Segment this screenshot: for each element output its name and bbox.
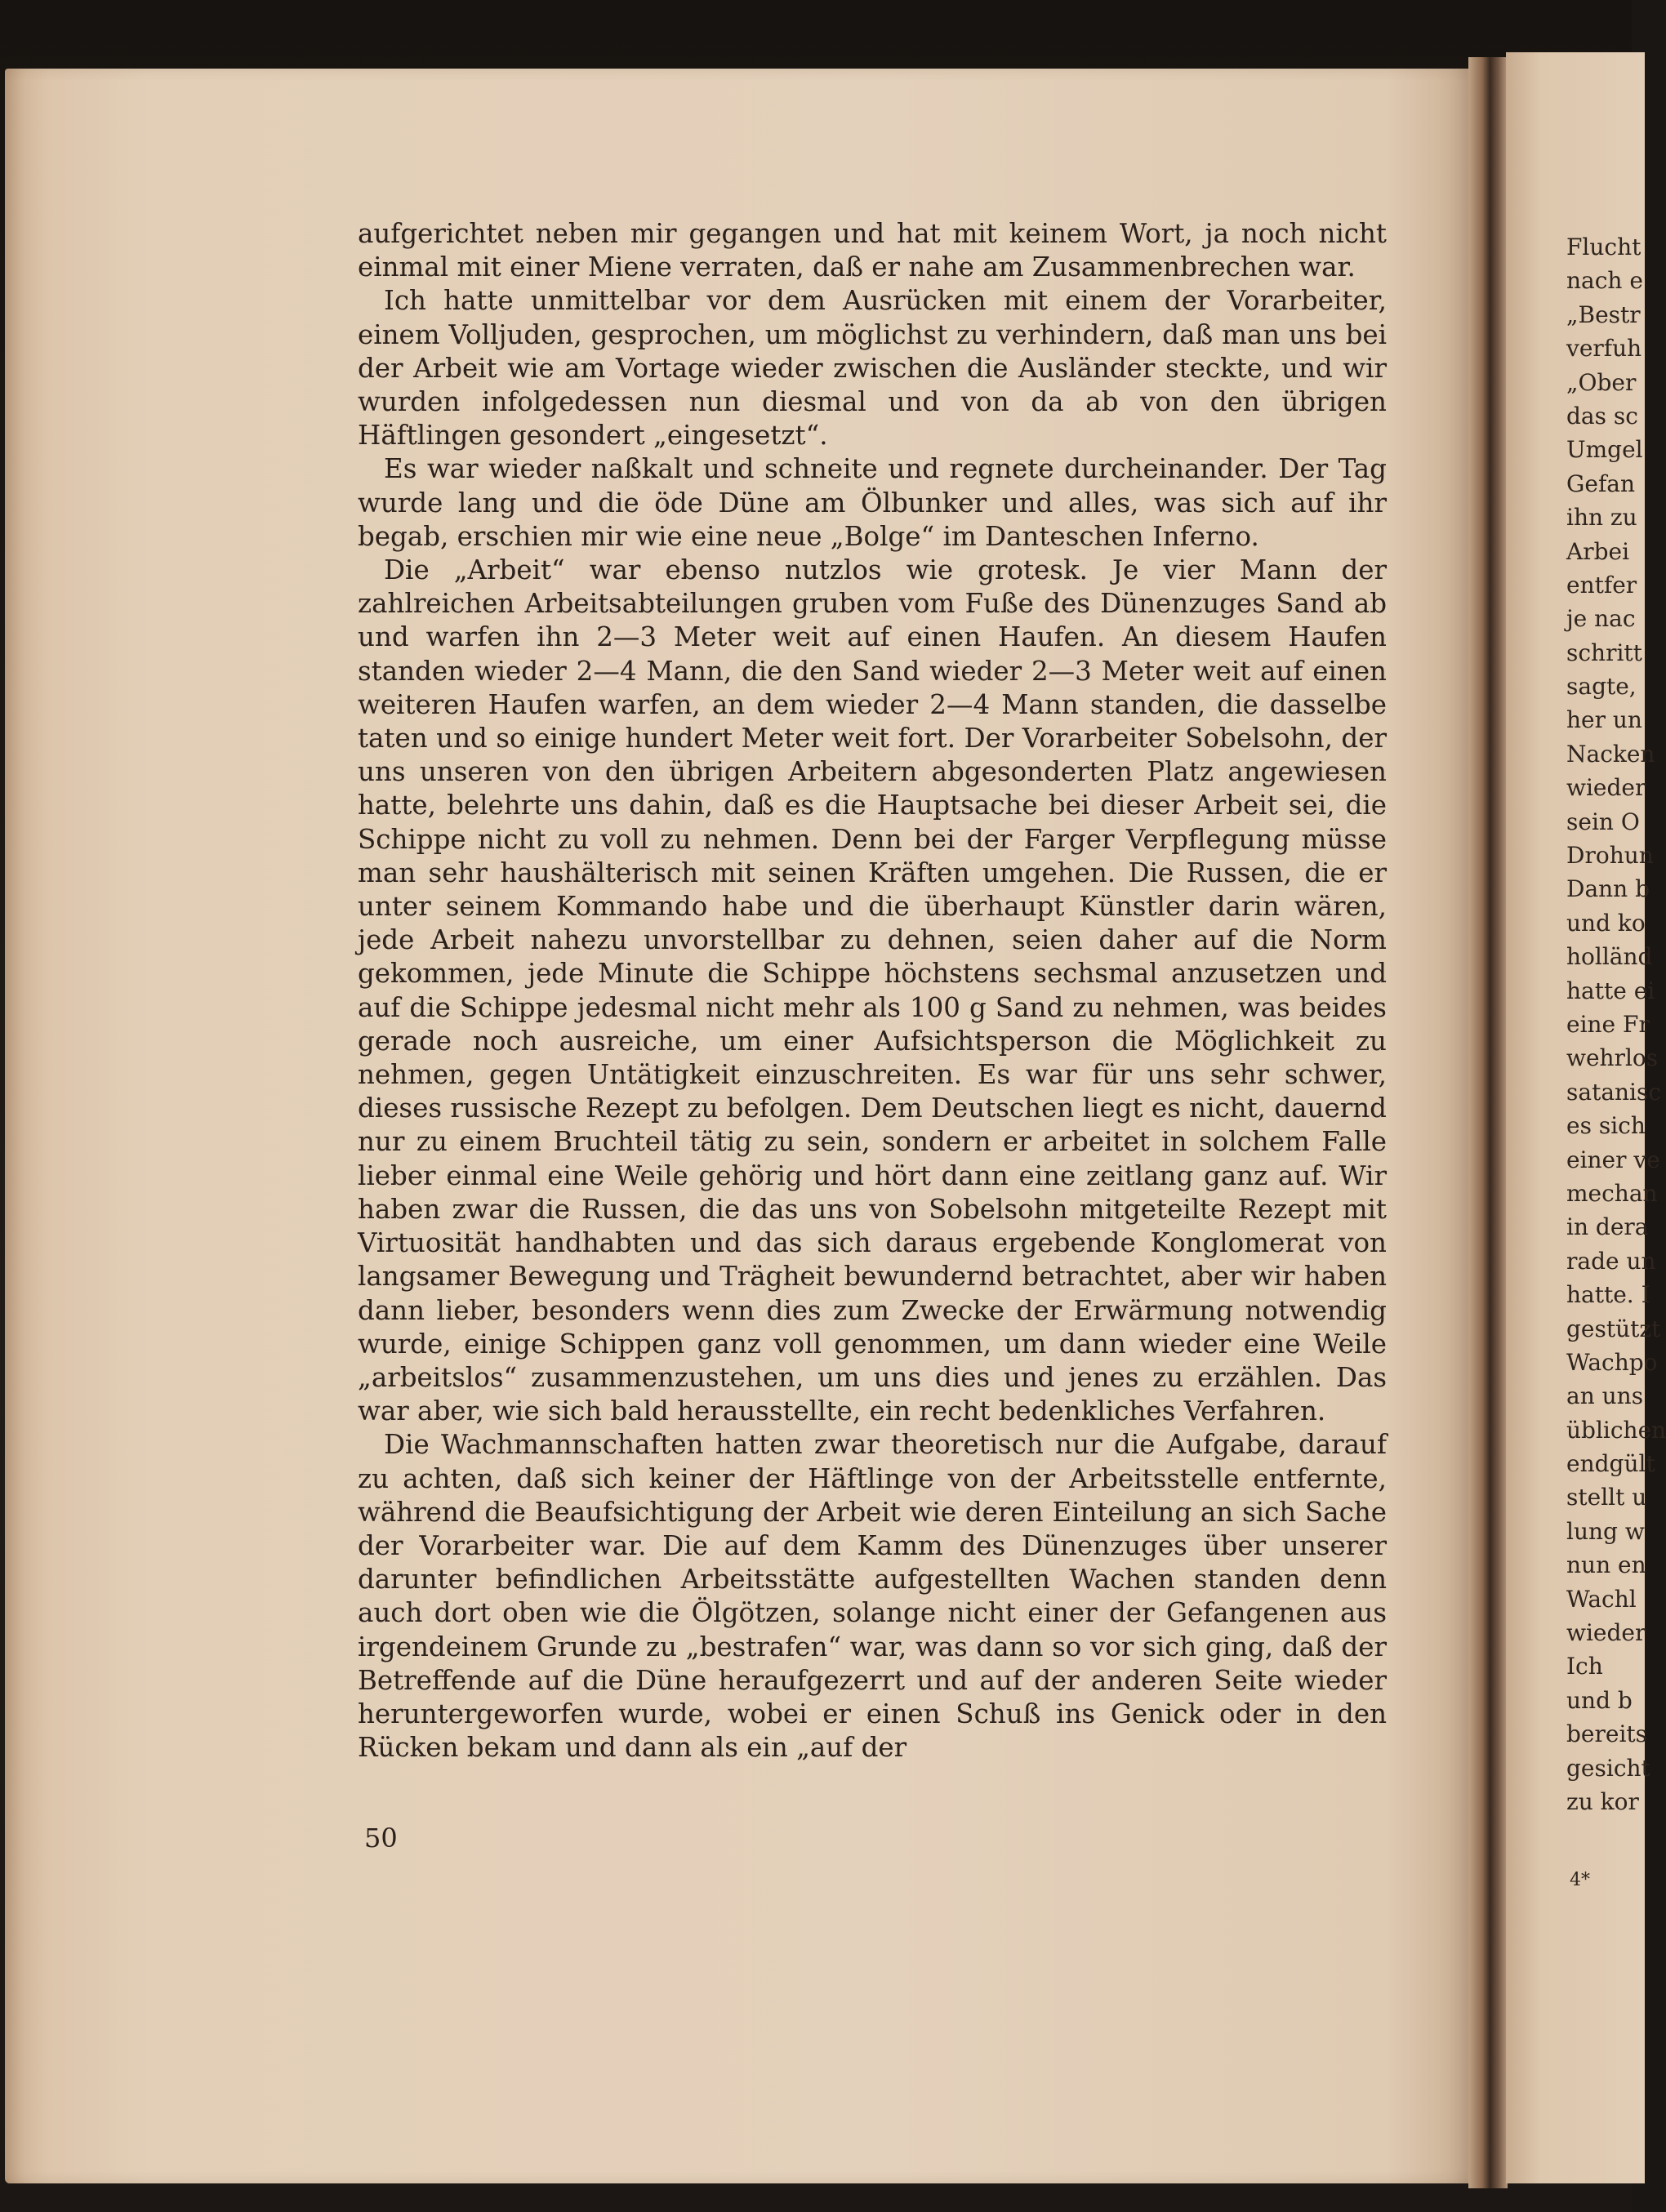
- line-fragment: satanisc: [1566, 1078, 1662, 1106]
- line-fragment: schritt: [1566, 639, 1642, 666]
- line-fragment: nun en: [1566, 1551, 1646, 1579]
- page-number: 50: [364, 1823, 398, 1854]
- line-fragment: lung w: [1566, 1517, 1645, 1545]
- line-fragment: je nac: [1566, 605, 1636, 633]
- line-fragment: Nacken: [1566, 740, 1655, 768]
- line-fragment: hatte. I: [1566, 1281, 1650, 1309]
- line-fragment: gestützt: [1566, 1315, 1661, 1342]
- line-fragment: Drohun: [1566, 842, 1654, 870]
- line-fragment: wieder: [1566, 1619, 1646, 1647]
- line-fragment: zu kor: [1566, 1787, 1639, 1815]
- line-fragment: Wachpo: [1566, 1348, 1658, 1376]
- paragraph: Die Wachmannschaften hatten zwar theoretisch nur die Aufgabe, darauf zu achten, daß sich keiner der Häftlinge von der Arbeitsstelle entfernte, während die Beaufsichtigung der Arbeit wie deren Einteilung an sich Sache der Vorarbeiter war. Die auf dem Kamm des Dünenzuges über unserer darunter befindlichen Arbeitsstätte aufgestellten Wachen standen denn auch dort oben wie die Ölgötzen, solange nicht einer der Gefangenen aus irgendeinem Grunde zu „bestrafen“ war, was dann so vor sich ging, daß der Betreffende auf die Düne heraufgezerrt und auf der anderen Seite wieder heruntergeworfen wurde, wobei er einen Schuß ins Genick oder in den Rücken bekam und dann als ein „auf der: [358, 1429, 1387, 1764]
- line-fragment: wieder: [1566, 774, 1646, 802]
- line-fragment: Gefan: [1566, 470, 1636, 497]
- line-fragment: holländ: [1566, 943, 1653, 971]
- paragraph: Die „Arbeit“ war ebenso nutzlos wie grotesk. Je vier Mann der zahlreichen Arbeitsabteilungen gruben vom Fuße des Dünenzuges Sand ab und warfen ihn 2—3 Meter weit auf einen Haufen. An diesem Haufen standen wieder 2—4 Mann, die den Sand wieder 2—3 Meter weit auf einen weiteren Haufen warfen, an dem wieder 2—4 Mann standen, die dasselbe taten und so einige hundert Meter weit fort. Der Vorarbeiter Sobelsohn, der uns unseren von den übrigen Arbeitern abgesonderten Platz angewiesen hatte, belehrte uns dahin, daß es die Hauptsache bei dieser Arbeit sei, die Schippe nicht zu voll zu nehmen. Denn bei der Farger Verpflegung müsse man sehr haushälterisch mit seinen Kräften umgehen. Die Russen, die er unter seinem Kommando habe und die überhaupt Künstler darin wären, jede Arbeit nahezu unvorstellbar zu dehnen, seien daher auf die Norm gekommen, jede Minute die Schippe höchstens sechsmal anzusetzen und auf die Schippe jedesmal nicht mehr als 100 g Sand zu nehmen, was beides gerade noch ausreiche, um einer Aufsichtsperson die Möglichkeit zu nehmen, gegen Untätigkeit einzuschreiten. Es war für uns sehr schwer, dieses russische Rezept zu befolgen. Dem Deutschen liegt es nicht, dauernd nur zu einem Bruchteil tätig zu sein, sondern er arbeitet in solchem Falle lieber einmal eine Weile gehörig und hört dann eine zeitlang ganz auf. Wir haben zwar die Russen, die das uns von Sobelsohn mitgeteilte Rezept mit Virtuosität handhabten und das sich daraus ergebende Konglomerat von langsamer Bewegung und Trägheit bewundernd betrachtet, aber wir haben dann lieber, besonders wenn dies zum Zwecke der Erwärmung notwendig wurde, einige Schippen ganz voll genommen, um dann wieder eine Weile „arbeitslos“ zusammenzustehen, um uns dies und jenes zu erzählen. Das war aber, wie sich bald herausstellte, ein recht bedenkliches Verfahren.: [358, 554, 1387, 1427]
- line-fragment: das sc: [1566, 402, 1638, 429]
- right-page-text-fragments: [1566, 230, 1666, 1818]
- signature-mark: 4*: [1570, 1870, 1590, 1890]
- line-fragment: her un: [1566, 706, 1642, 734]
- line-fragment: endgült: [1566, 1450, 1655, 1478]
- line-fragment: es sich: [1566, 1112, 1646, 1140]
- line-fragment: und b: [1566, 1686, 1633, 1714]
- paragraph: Ich hatte unmittelbar vor dem Ausrücken mit einem der Vorarbeiter, einem Volljuden, gesprochen, um möglichst zu verhindern, daß man uns bei der Arbeit wie am Vortage wieder zwischen die Ausländer steckte, und wir wurden infolgedessen nun diesmal und von da ab von den übrigen Häftlingen gesondert „eingesetzt“.: [358, 285, 1387, 452]
- line-fragment: verfuh: [1566, 335, 1642, 363]
- line-fragment: hatte ei: [1566, 977, 1655, 1004]
- line-fragment: Ich: [1566, 1653, 1603, 1680]
- line-fragment: üblichen: [1566, 1416, 1666, 1444]
- line-fragment: an uns: [1566, 1382, 1644, 1410]
- line-fragment: Flucht: [1566, 234, 1642, 260]
- line-fragment: und ko: [1566, 909, 1646, 937]
- book-gutter: [1468, 57, 1508, 2188]
- line-fragment: sein O: [1566, 808, 1640, 835]
- line-fragment: entfer: [1566, 571, 1637, 599]
- line-fragment: wehrlos: [1566, 1044, 1659, 1072]
- line-fragment: ihn zu: [1566, 504, 1637, 532]
- line-fragment: gesicht: [1566, 1754, 1650, 1782]
- line-fragment: „Ober: [1566, 368, 1637, 396]
- line-fragment: sagte,: [1566, 673, 1637, 701]
- line-fragment: Dann b: [1566, 875, 1650, 903]
- line-fragment: eine Fr: [1566, 1010, 1650, 1038]
- paragraph: aufgerichtet neben mir gegangen und hat mit keinem Wort, ja noch nicht einmal mit einer Miene verraten, daß er nahe am Zusammenbrechen war.: [358, 218, 1387, 283]
- line-fragment: rade un: [1566, 1247, 1656, 1275]
- line-fragment: nach e: [1566, 267, 1643, 295]
- line-fragment: in dera: [1566, 1213, 1649, 1241]
- line-fragment: Wachl: [1566, 1585, 1637, 1613]
- line-fragment: Arbei: [1566, 537, 1630, 565]
- line-fragment: stellt u: [1566, 1484, 1647, 1511]
- line-fragment: Umgel: [1566, 436, 1643, 464]
- paragraph: Es war wieder naßkalt und schneite und regnete durcheinander. Der Tag wurde lang und die öde Düne am Ölbunker und alles, was sich auf ihr begab, erschien mir wie eine neue „Bolge“ im Danteschen Inferno.: [358, 453, 1387, 552]
- line-fragment: mechan: [1566, 1179, 1658, 1207]
- line-fragment: „Bestr: [1566, 300, 1641, 328]
- line-fragment: bereits: [1566, 1720, 1648, 1748]
- line-fragment: einer ve: [1566, 1146, 1660, 1173]
- left-page-body-text: [358, 217, 1387, 1765]
